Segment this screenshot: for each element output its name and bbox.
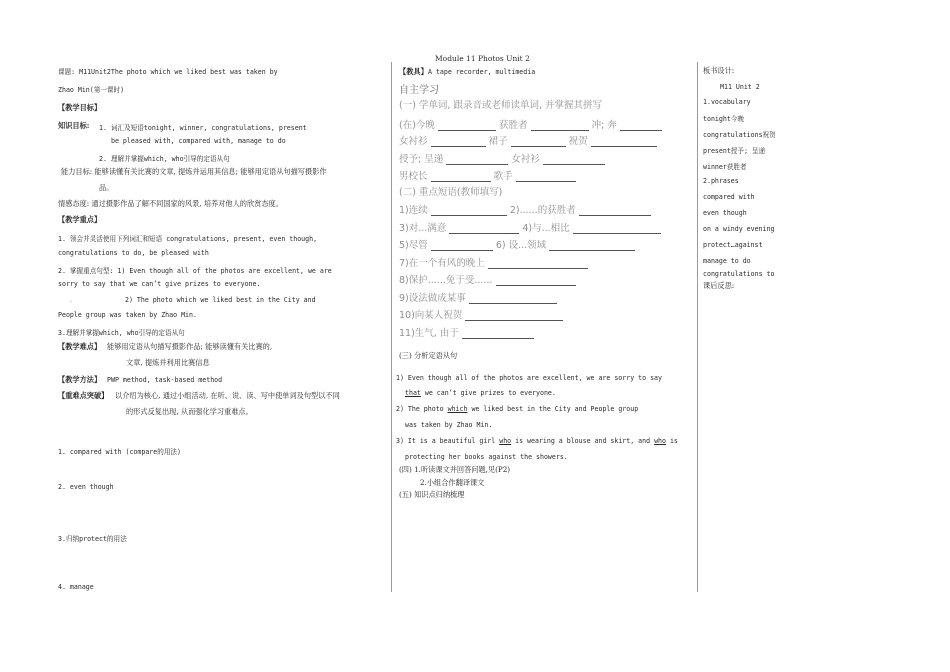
board-line-7: 2.phrases (703, 177, 739, 185)
question-4: 4. manage (58, 583, 94, 591)
knowledge-label: 知识目标: (58, 121, 90, 130)
keypoint-2: 2. 掌握重点句型: 1) Even though all of the photos are excellent, we are (58, 267, 332, 275)
word-headmaster-blank[interactable] (431, 172, 491, 182)
phrase-11-blank[interactable] (462, 329, 534, 339)
word-singer-blank[interactable] (516, 172, 576, 182)
phrase-8-prompt: 8)保护......免于受...... (399, 275, 493, 286)
board-line-2: 1.vocabulary (703, 98, 751, 106)
phrase-row-5 (399, 272, 576, 286)
word-blouse-blank[interactable] (431, 137, 486, 147)
topic-line-2: Zhao Min(第一课时) (58, 86, 125, 94)
sentence-3-underlined-who-1: who (499, 437, 512, 445)
word-row-3 (399, 151, 605, 165)
column-divider-left (391, 62, 392, 592)
word-singer-prompt: 歌手 (493, 171, 513, 182)
board-line-6: winner获胜者 (703, 163, 747, 171)
word-congrats-prompt: 祝贺 (568, 136, 588, 147)
keypoint-1: 1. 领会并灵活使用下列词汇和短语 congratulations, present, even though, (58, 235, 318, 243)
keypoint-3: 3.理解并掌握which, who引导的定语从句 (58, 329, 185, 337)
difficult-text: 能够用定语从句描写摄影作品; 能够读懂有关比赛的, (107, 342, 273, 351)
word-row-4 (399, 168, 576, 182)
difficult-heading: 【教学难点】 (58, 342, 102, 351)
phrase-2-prompt: 2)......的获胜者 (509, 205, 576, 216)
topic-line: 课题: M11Unit2The photo which we liked best was taken by (58, 68, 278, 76)
board-line-9: even though (703, 209, 747, 217)
phrase-row-2 (399, 220, 661, 234)
phrase-row-7 (399, 307, 563, 321)
difficult-text-2: 文章, 提炼并利用比赛信息 (126, 358, 210, 367)
phrase-2-blank[interactable] (579, 206, 651, 216)
phrase-row-3 (399, 237, 635, 251)
sentence-1: 1) Even though all of the photos are excellent, we are sorry to say (396, 374, 662, 382)
sentence-3-underlined-who-2: who (654, 437, 666, 445)
sentence-3-end: is (665, 437, 678, 445)
ability-goal-2: 品。 (99, 183, 114, 192)
board-line-4: congratulations祝贺 (703, 131, 776, 139)
phrase-5-blank[interactable] (431, 241, 493, 251)
phrase-10-blank[interactable] (465, 311, 563, 321)
sentence-2c: was taken by Zhao Min. (405, 421, 493, 429)
breakthrough-text-2: 的形式反复出现, 从而强化学习重难点。 (126, 407, 253, 416)
section-3-heading: (三) 分析定语从句 (399, 351, 458, 360)
phrase-1-blank[interactable] (431, 206, 507, 216)
emotion-goal: 情感态度: 通过摄影作品了解不同国家的风景, 培养对他人的欣赏态度。 (58, 199, 283, 208)
phrase-4-prompt: 4)与...相比 (522, 223, 570, 234)
sentence-1b-rest: we can’t give prizes to everyone. (420, 389, 556, 397)
keypoint-2c: 2) The photo which we liked best in the City and (125, 296, 316, 304)
sentence-3 (396, 437, 678, 445)
word-row-2 (399, 133, 657, 147)
sentence-2-rest: we liked best in the City and People group (467, 405, 639, 413)
keypoint-1b: congratulations to do, be pleased with (58, 249, 209, 257)
knowledge-item-1: 1. 词汇及短语tonight, winner, congratulations, present (99, 124, 307, 132)
board-line-1: M11 Unit 2 (720, 83, 760, 91)
sentence-1b (405, 389, 556, 397)
page-title: Module 11 Photos Unit 2 (435, 54, 530, 63)
section-1-heading: (一) 学单词, 跟录音或老师读单词, 并掌握其拼写 (399, 100, 603, 111)
phrase-3-blank[interactable] (449, 224, 519, 234)
column-divider-right (697, 62, 698, 592)
board-line-12: manage to do (703, 257, 751, 265)
phrase-7-prompt: 7)在一个有风的晚上 (399, 258, 485, 269)
phrase-6-blank[interactable] (549, 241, 635, 251)
section-2-heading: (二) 重点短语(教师填写) (399, 187, 503, 198)
phrase-7-blank[interactable] (488, 259, 588, 269)
phrase-3-prompt: 3)对...满意 (399, 223, 447, 234)
keypoint-2c-marker: 。 (70, 296, 77, 304)
keypoint-2d: People group was taken by Zhao Min. (58, 311, 197, 319)
sentence-3d: protecting her books against the showers. (405, 453, 568, 461)
ability-goal: 能力目标: 能够读懂有关比赛的文章, 提炼并运用其信息; 能够用定语从句描写摄影作 (61, 167, 327, 176)
phrase-9-blank[interactable] (469, 294, 557, 304)
word-row-1 (399, 117, 662, 131)
phrase-5-prompt: 5)尽管 (399, 240, 428, 251)
knowledge-item-2: 2. 理解并掌握which, who引导的定语从句 (99, 155, 230, 163)
phrase-1-prompt: 1)连续 (399, 205, 428, 216)
word-headmaster-prompt: 男校长 (399, 171, 428, 182)
keypoint-2b: sorry to say that we can’t give prizes to everyone. (58, 280, 261, 288)
self-study-heading: 自主学习 (399, 85, 439, 96)
sentence-1-underlined-that: that (405, 389, 421, 397)
phrase-row-4 (399, 255, 588, 269)
goals-heading: 【教学目标】 (58, 103, 102, 112)
section-5-heading: (五) 知识点归纳梳理 (399, 490, 465, 499)
phrase-4-blank[interactable] (573, 224, 661, 234)
word-skirt-prompt: 裙子 (488, 136, 508, 147)
board-line-13: congratulations to (703, 270, 775, 278)
word-congrats-blank[interactable] (591, 137, 657, 147)
phrase-10-prompt: 10)向某人祝贺 (399, 310, 463, 321)
word-rush-prompt: 冲; 奔 (591, 120, 617, 131)
word-tonight-prompt: (在)今晚 (399, 120, 435, 131)
word-present-blank[interactable] (446, 155, 508, 165)
phrase-row-8 (399, 325, 534, 339)
board-design-heading: 板书设计: (703, 66, 735, 75)
word-blouse2-prompt: 女衬衫 (511, 154, 540, 165)
question-2: 2. even though (58, 483, 114, 491)
word-rush-blank[interactable] (620, 121, 662, 131)
phrase-11-prompt: 11)生气, 由于 (399, 328, 459, 339)
method-heading: 【教学方法】 (58, 375, 102, 384)
word-winner-prompt: 获胜者 (498, 120, 528, 131)
breakthrough-text: 以介绍为核心, 通过小组活动, 在听、说、读、写中使单词及句型以不同 (115, 391, 340, 400)
section-4-heading: (四) 1.听读课文并回答问题,见(P2) (399, 465, 511, 474)
reflection-heading: 课后反思: (703, 281, 735, 290)
method-text: PWP method, task-based method (107, 376, 223, 384)
phrase-9-prompt: 9)设法做成某事 (399, 293, 466, 304)
tools-heading: 【教具】 (399, 67, 428, 76)
word-tonight-blank[interactable] (438, 121, 496, 131)
word-blouse2-blank[interactable] (543, 155, 605, 165)
phrase-row-6 (399, 290, 557, 304)
section-4-item-2: 2.小组合作翻译课文 (420, 478, 485, 487)
word-blouse-prompt: 女衬衫 (399, 136, 428, 147)
board-line-5: present授予; 呈递 (703, 147, 766, 155)
question-1: 1. compared with (compare的用法) (58, 448, 181, 456)
sentence-2 (396, 405, 638, 413)
word-winner-blank[interactable] (531, 121, 589, 131)
tools-text: A tape recorder, multimedia (428, 68, 536, 76)
phrase-row-1 (399, 202, 651, 216)
keypoints-heading: 【教学重点】 (58, 215, 102, 224)
knowledge-item-1b: be pleased with, compared with, manage to do (111, 137, 286, 145)
phrase-6-prompt: 6) 设...领域 (495, 240, 547, 251)
phrase-8-blank[interactable] (496, 276, 576, 286)
sentence-3-start: 3) It is a beautiful girl (396, 437, 500, 445)
word-skirt-blank[interactable] (511, 137, 566, 147)
word-present-prompt: 授予; 呈递 (399, 154, 444, 165)
sentence-3-middle: is wearing a blouse and skirt, and (511, 437, 655, 445)
breakthrough-heading: 【重难点突破】 (58, 391, 109, 400)
board-line-3: tonight今晚 (703, 115, 744, 123)
sentence-2-underlined-which: which (447, 405, 468, 413)
board-line-8: compared with (703, 193, 755, 201)
question-3: 3.归纳protect的用法 (58, 535, 127, 543)
board-line-11: protect…against (703, 241, 763, 249)
board-line-10: on a windy evening (703, 225, 775, 233)
sentence-2-start: 2) The photo (396, 405, 448, 413)
